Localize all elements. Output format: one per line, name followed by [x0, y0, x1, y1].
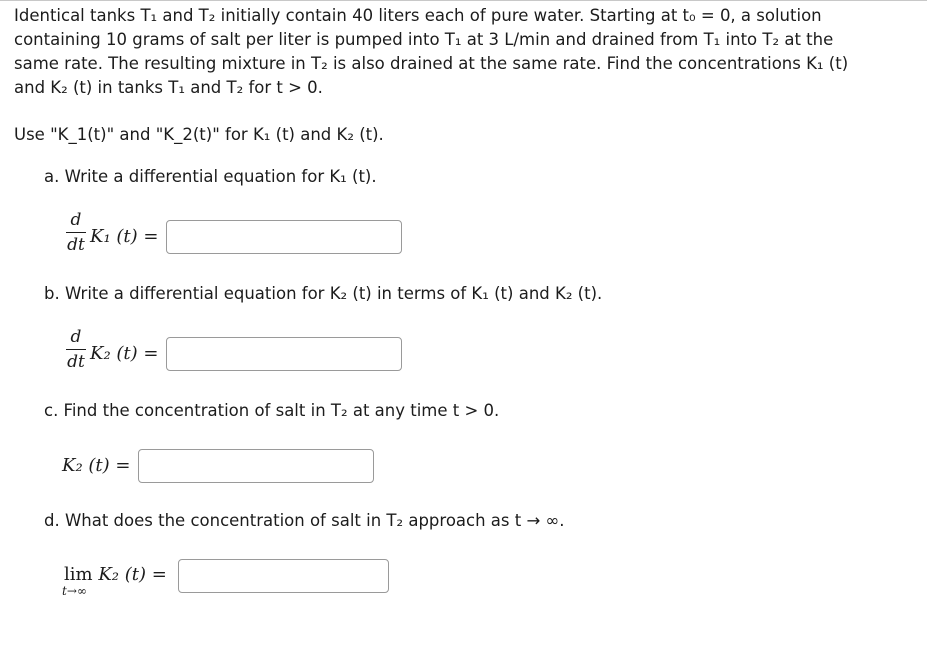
derivative-denominator: dt	[67, 235, 85, 255]
limit-operator: lim	[64, 564, 93, 585]
part-a-function: K₁ (t)	[90, 226, 138, 247]
part-a-derivative	[66, 210, 86, 255]
limit-subscript: t→∞	[62, 584, 87, 598]
problem-line-4: and K₂ (t) in tanks T₁ and T₂ for t > 0.	[14, 78, 323, 97]
part-d-lhs	[64, 564, 167, 585]
derivative-numerator: d	[70, 210, 82, 230]
fraction-bar	[66, 349, 86, 350]
part-b-derivative	[66, 327, 86, 372]
part-c-prompt: c. Find the concentration of salt in T₂ at any time t > 0.	[44, 401, 500, 420]
equals-sign: =	[151, 564, 167, 585]
part-c-function: K₂ (t)	[62, 455, 110, 476]
part-b-lhs	[90, 343, 159, 364]
equals-sign: =	[115, 455, 131, 476]
problem-line-2: containing 10 grams of salt per liter is pumped into T₁ at 3 L/min and drained from T₁ into T₂ at the	[14, 30, 834, 49]
equals-sign: =	[143, 226, 159, 247]
problem-line-3: same rate. The resulting mixture in T₂ is also drained at the same rate. Find the concentrations K₁ (t)	[14, 54, 849, 73]
equals-sign: =	[143, 343, 159, 364]
part-b-function: K₂ (t)	[90, 343, 138, 364]
part-c-lhs	[62, 455, 131, 476]
part-a-answer-input[interactable]	[166, 220, 402, 254]
fraction-bar	[66, 232, 86, 233]
part-d-answer-input[interactable]	[178, 559, 389, 593]
derivative-numerator: d	[70, 327, 82, 347]
part-b-prompt: b. Write a differential equation for K₂ (t) in terms of K₁ (t) and K₂ (t).	[44, 284, 603, 303]
derivative-denominator: dt	[67, 352, 85, 372]
problem-line-1: Identical tanks T₁ and T₂ initially contain 40 liters each of pure water. Starting at t₀ = 0, a solution	[14, 6, 822, 25]
instruction-text: Use "K_1(t)" and "K_2(t)" for K₁ (t) and K₂ (t).	[14, 125, 384, 144]
top-divider	[0, 0, 927, 1]
part-a-prompt: a. Write a differential equation for K₁ (t).	[44, 167, 377, 186]
part-d-prompt: d. What does the concentration of salt in T₂ approach as t → ∞.	[44, 511, 565, 530]
part-b-answer-input[interactable]	[166, 337, 402, 371]
part-c-answer-input[interactable]	[138, 449, 374, 483]
part-d-function: K₂ (t)	[98, 564, 146, 585]
part-a-lhs	[90, 226, 159, 247]
